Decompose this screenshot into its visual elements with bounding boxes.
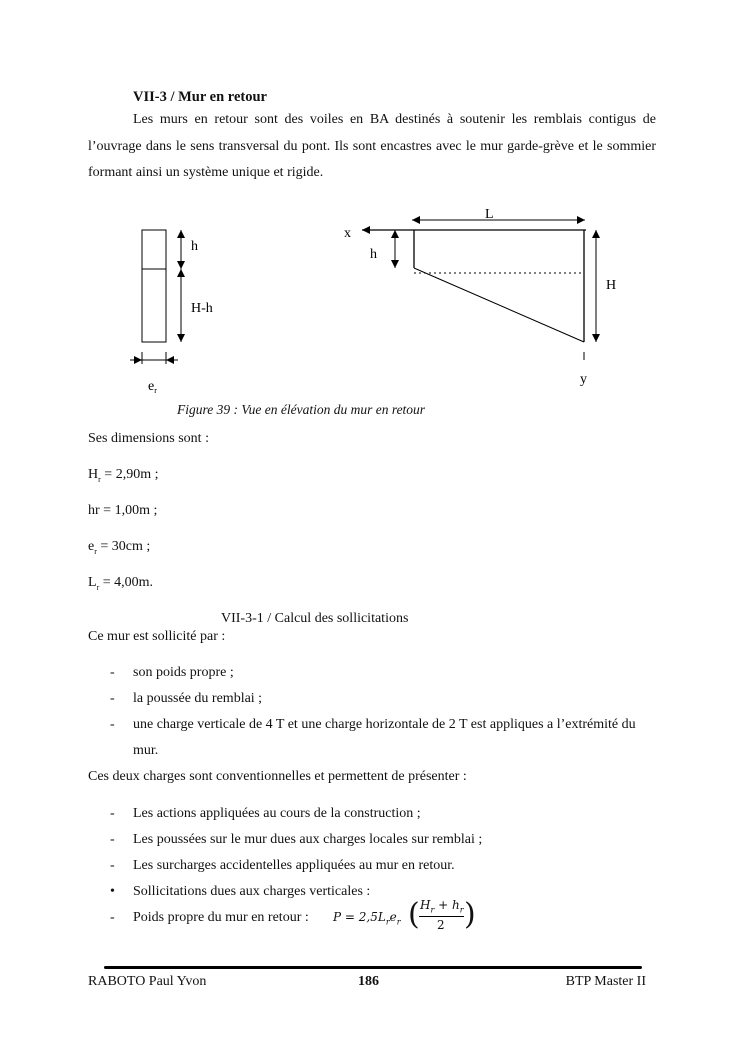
- sollicitations-intro: Ce mur est sollicité par :: [88, 629, 226, 644]
- dimension-L: $L_r = 4,00m$.: [88, 575, 154, 592]
- footer-author: RABOTO Paul Yvon: [88, 974, 207, 989]
- list-item: - la poussée du remblai ;: [110, 691, 263, 706]
- footer-course: BTP Master II: [565, 974, 646, 989]
- list-item: - Poids propre du mur en retour :: [110, 910, 309, 925]
- label-H: H: [606, 278, 617, 293]
- label-h-minus: H-h: [191, 301, 213, 316]
- label-x: x: [344, 226, 351, 241]
- label-y: y: [580, 372, 587, 387]
- wall-section-rect: [142, 230, 166, 342]
- list-item: - Les surcharges accidentelles appliquées au mur en retour.: [110, 858, 455, 873]
- dimension-hr: hr = 1,00m ;: [88, 503, 158, 518]
- figure-caption: Figure 39 : Vue en élévation du mur en retour: [177, 402, 426, 417]
- label-h: h: [191, 239, 198, 254]
- charges-intro: Ces deux charges sont conventionnelles et permettent de présenter :: [88, 769, 467, 784]
- dimension-e: $e_r = 30cm$ ;: [88, 539, 151, 556]
- footer-rule: [104, 966, 642, 969]
- list-item: - une charge verticale de 4 T et une charge horizontale de 2 T est appliques a l’extrémité du mur.: [110, 717, 636, 758]
- list-item: • Sollicitations dues aux charges verticales :: [110, 884, 371, 899]
- page-number: 186: [358, 974, 379, 989]
- list-item: - Les poussées sur le mur dues aux charges locales sur remblai ;: [110, 832, 483, 847]
- section-heading: VII-3 / Mur en retour: [133, 89, 267, 105]
- dimensions-intro: Ses dimensions sont :: [88, 431, 209, 446]
- elevation-figure: [330, 200, 630, 395]
- load-list: [88, 660, 656, 764]
- wall-slope-line: [414, 268, 584, 342]
- dimension-H: $H_r = 2,90m$ ;: [88, 467, 159, 484]
- subsection-title: VII-3-1 / Calcul des sollicitations: [221, 611, 409, 626]
- wall-section-figure: [120, 222, 240, 397]
- label-h-right: h: [370, 247, 377, 262]
- label-L: L: [485, 207, 494, 222]
- list-item: - son poids propre ;: [110, 665, 234, 680]
- label-e: $e_r$: [148, 379, 157, 395]
- list-item: - Les actions appliquées au cours de la construction ;: [110, 806, 421, 821]
- intro-paragraph: Les murs en retour sont des voiles en BA destinés à soutenir les remblais contigus de l’ouvrage dans le sens transversal du pont. Ils sont encastres avec le mur garde-grève et le sommier formant ainsi un système unique et rigide.: [88, 112, 656, 180]
